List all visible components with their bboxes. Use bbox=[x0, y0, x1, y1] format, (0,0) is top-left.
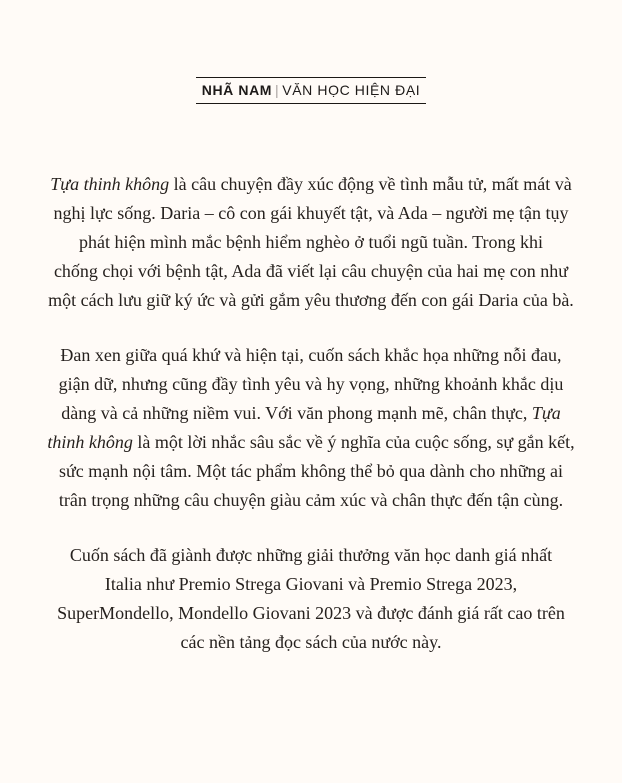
text-line bbox=[0, 570, 622, 599]
text-line bbox=[0, 541, 622, 570]
text-segment: là một lời nhắc sâu sắc về ý nghĩa của cuộc sống, sự gắn kết, bbox=[132, 432, 575, 452]
book-title-italic: Tựa bbox=[531, 403, 561, 423]
text-line bbox=[0, 170, 622, 199]
text-line bbox=[0, 628, 622, 657]
text-segment: giận dữ, nhưng cũng đầy tình yêu và hy vọng, những khoảnh khắc dịu bbox=[58, 374, 564, 394]
text-line bbox=[0, 257, 622, 286]
text-line bbox=[0, 399, 622, 428]
text-line bbox=[0, 370, 622, 399]
text-segment: Đan xen giữa quá khứ và hiện tại, cuốn sách khắc họa những nỗi đau, bbox=[60, 345, 562, 365]
masthead-container bbox=[0, 0, 622, 104]
text-line bbox=[0, 228, 622, 257]
book-title-italic: Tựa thinh không bbox=[50, 174, 170, 194]
text-line bbox=[0, 341, 622, 370]
text-segment: nghị lực sống. Daria – cô con gái khuyết tật, và Ada – người mẹ tận tụy bbox=[53, 203, 569, 223]
text-segment: các nền tảng đọc sách của nước này. bbox=[180, 632, 442, 652]
text-line bbox=[0, 286, 622, 315]
text-segment: dàng và cả những niềm vui. Với văn phong mạnh mẽ, chân thực, bbox=[61, 403, 532, 423]
book-description bbox=[0, 170, 622, 657]
text-line bbox=[0, 599, 622, 628]
collection-name: VĂN HỌC HIỆN ĐẠI bbox=[282, 82, 421, 98]
text-segment: trân trọng những câu chuyện giàu cảm xúc và chân thực đến tận cùng. bbox=[58, 490, 564, 510]
text-segment: chống chọi với bệnh tật, Ada đã viết lại câu chuyện của hai mẹ con như bbox=[53, 261, 569, 281]
text-segment: Cuốn sách đã giành được những giải thưởng văn học danh giá nhất bbox=[69, 545, 553, 565]
text-segment: một cách lưu giữ ký ức và gửi gắm yêu thương đến con gái Daria của bà. bbox=[48, 290, 574, 310]
text-line bbox=[0, 428, 622, 457]
publisher-masthead bbox=[196, 77, 427, 104]
masthead-separator: | bbox=[275, 82, 280, 98]
text-line bbox=[0, 457, 622, 486]
text-segment: SuperMondello, Mondello Giovani 2023 và được đánh giá rất cao trên bbox=[57, 603, 565, 623]
paragraph bbox=[0, 170, 622, 315]
book-title-italic: thinh không bbox=[47, 432, 133, 452]
text-segment: sức mạnh nội tâm. Một tác phẩm không thể bỏ qua dành cho những ai bbox=[59, 461, 563, 481]
text-segment: Italia như Premio Strega Giovani và Premio Strega 2023, bbox=[104, 574, 518, 594]
text-line bbox=[0, 486, 622, 515]
paragraph bbox=[0, 541, 622, 657]
text-segment: là câu chuyện đầy xúc động về tình mẫu tử, mất mát và bbox=[169, 174, 572, 194]
text-line bbox=[0, 199, 622, 228]
publisher-name: NHÃ NAM bbox=[201, 82, 273, 98]
text-segment: phát hiện mình mắc bệnh hiểm nghèo ở tuổi ngũ tuần. Trong khi bbox=[79, 232, 543, 252]
paragraph bbox=[0, 341, 622, 515]
